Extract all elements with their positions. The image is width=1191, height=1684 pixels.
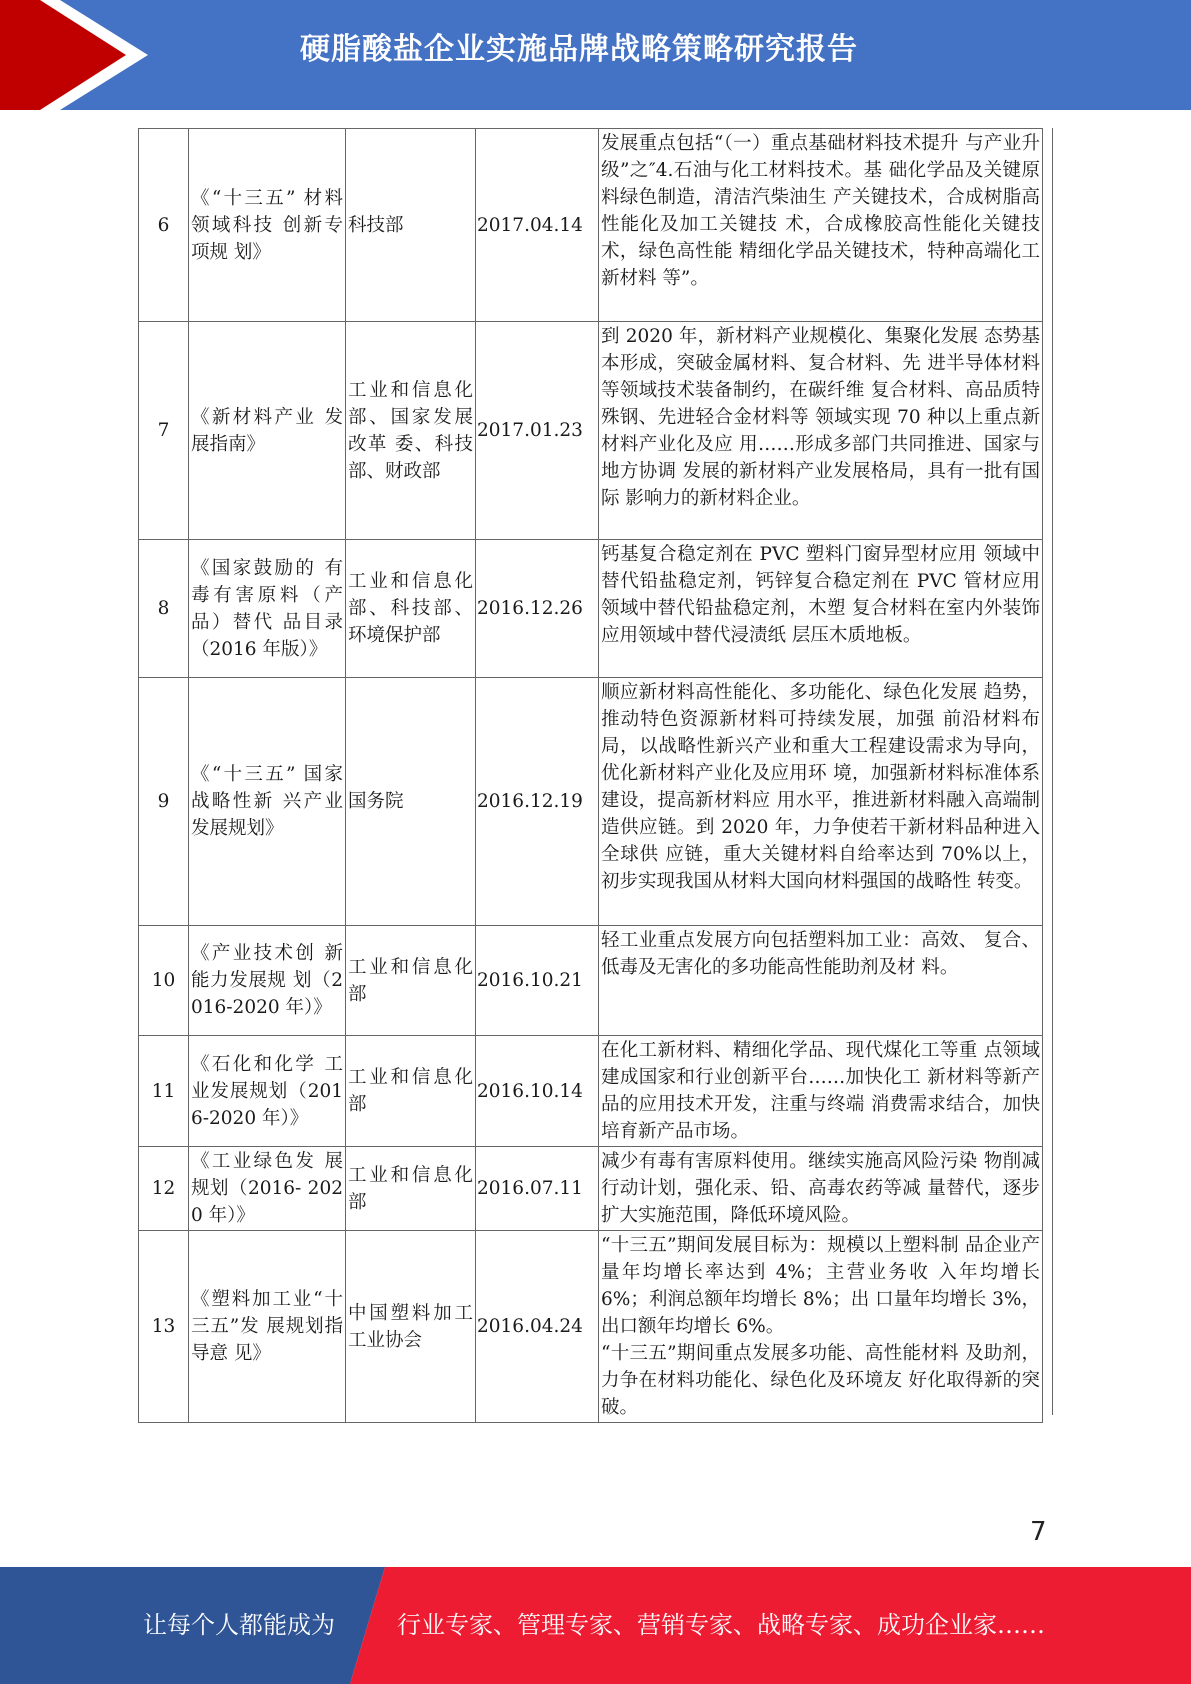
issuing-department-cell: 工业和信息化部、国家发展改革 委、科技 部、财政部 xyxy=(346,322,476,540)
footer-bar xyxy=(0,1567,1191,1684)
row-number-cell: 8 xyxy=(139,540,189,678)
policy-content-cell: 到 2020 年，新材料产业规模化、集聚化发展 态势基本形成，突破金属材料、复合材料、先 进半导体材料等领域技术装备制约，在碳纤维 复合材料、高品质特殊钢、先进轻合金材料等 领域实现 70 种以上重点新材料产业化及应 用……形成多部门共同推进、国家与地方协调 发展的新材料产业发展格局，具有一批有国际 影响力的新材料企业。 xyxy=(599,322,1043,540)
footer-slogan-right: 行业专家、管理专家、营销专家、战略专家、成功企业家…… xyxy=(397,1611,1045,1639)
table-row xyxy=(139,540,1043,678)
issue-date-cell: 2016.10.21 xyxy=(476,926,599,1036)
issuing-department-cell: 工业和信息化部 xyxy=(346,926,476,1036)
table-row xyxy=(139,129,1043,322)
row-number-cell: 7 xyxy=(139,322,189,540)
policy-name-cell: 《新材料产业 发展指南》 xyxy=(189,322,346,540)
page-number: 7 xyxy=(1030,1517,1047,1547)
policy-content-cell: 发展重点包括“（一）重点基础材料技术提升 与产业升级”之″4.石油与化工材料技术。基 础化学品及关键原料绿色制造，清洁汽柴油生 产关键技术，合成树脂高性能化及加工关键技 术，合成橡胶高性能化关键技术，绿色高性能 精细化学品关键技术，特种高端化工新材料 等”。 xyxy=(599,129,1043,322)
policy-content-cell: 轻工业重点发展方向包括塑料加工业：高效、 复合、低毒及无害化的多功能高性能助剂及材 料。 xyxy=(599,926,1043,1036)
issue-date-cell: 2016.10.14 xyxy=(476,1036,599,1147)
issuing-department-cell: 工业和信息化部 xyxy=(346,1036,476,1147)
table-row xyxy=(139,1147,1043,1231)
policy-name-cell: 《“十三五” 国家战略性新 兴产业发展规划》 xyxy=(189,678,346,926)
issue-date-cell: 2017.01.23 xyxy=(476,322,599,540)
policy-content-cell: 钙基复合稳定剂在 PVC 塑料门窗异型材应用 领域中替代铅盐稳定剂，钙锌复合稳定剂在 PVC 管材应用领域中替代铅盐稳定剂，木塑 复合材料在室内外装饰应用领域中替代浸渍纸 层压木质地板。 xyxy=(599,540,1043,678)
row-number-cell: 13 xyxy=(139,1231,189,1423)
policy-name-cell: 《塑料加工业“十三五”发 展规划指导意 见》 xyxy=(189,1231,346,1423)
table-row xyxy=(139,1231,1043,1423)
policy-name-cell: 《工业绿色发 展规划（2016- 2020 年）》 xyxy=(189,1147,346,1231)
policy-name-cell: 《“十三五” 材料领域科技 创新专项规 划》 xyxy=(189,129,346,322)
policy-content-cell: 减少有毒有害原料使用。继续实施高风险污染 物削减行动计划，强化汞、铅、高毒农药等减 量替代，逐步扩大实施范围，降低环境风险。 xyxy=(599,1147,1043,1231)
policy-name-cell: 《产业技术创 新能力发展规 划（2016-2020 年）》 xyxy=(189,926,346,1036)
header-bar xyxy=(0,0,1191,110)
row-number-cell: 6 xyxy=(139,129,189,322)
policy-content-cell: “十三五”期间发展目标为：规模以上塑料制 品企业产量年均增长率达到 4%；主营业务收 入年均增长 6%；利润总额年均增长 8%；出 口量年均增长 3%，出口额年均增长 6%。 “十三五”期间重点发展多功能、高性能材料 及助剂，力争在材料功能化、绿色化及环境友 好化取得新的突破。 xyxy=(599,1231,1043,1423)
issuing-department-cell: 科技部 xyxy=(346,129,476,322)
issuing-department-cell: 中国塑料加工工业协会 xyxy=(346,1231,476,1423)
policy-name-cell: 《石化和化学 工业发展规划（2016-2020 年）》 xyxy=(189,1036,346,1147)
policy-table-wrapper xyxy=(138,128,1043,1423)
row-number-cell: 9 xyxy=(139,678,189,926)
table-row xyxy=(139,322,1043,540)
table-row xyxy=(139,678,1043,926)
report-title: 硬脂酸盐企业实施品牌战略策略研究报告 xyxy=(300,32,858,67)
policy-name-cell: 《国家鼓励的 有毒有害原料（产品）替代 品目录（2016 年版）》 xyxy=(189,540,346,678)
policy-table-body xyxy=(139,129,1043,1423)
policy-table xyxy=(138,128,1043,1423)
row-number-cell: 11 xyxy=(139,1036,189,1147)
table-right-edge-line xyxy=(1052,128,1053,1415)
issuing-department-cell: 工业和信息化部 xyxy=(346,1147,476,1231)
policy-content-cell: 在化工新材料、精细化学品、现代煤化工等重 点领域建成国家和行业创新平台……加快化工 新材料等新产品的应用技术开发，注重与终端 消费需求结合，加快培育新产品市场。 xyxy=(599,1036,1043,1147)
issue-date-cell: 2016.07.11 xyxy=(476,1147,599,1231)
footer-slogan-left: 让每个人都能成为 xyxy=(143,1611,335,1639)
row-number-cell: 10 xyxy=(139,926,189,1036)
table-row xyxy=(139,1036,1043,1147)
issuing-department-cell: 工业和信息化部、科技部、环境保护部 xyxy=(346,540,476,678)
issue-date-cell: 2016.04.24 xyxy=(476,1231,599,1423)
table-row xyxy=(139,926,1043,1036)
issue-date-cell: 2016.12.19 xyxy=(476,678,599,926)
issue-date-cell: 2016.12.26 xyxy=(476,540,599,678)
row-number-cell: 12 xyxy=(139,1147,189,1231)
issuing-department-cell: 国务院 xyxy=(346,678,476,926)
issue-date-cell: 2017.04.14 xyxy=(476,129,599,322)
policy-content-cell: 顺应新材料高性能化、多功能化、绿色化发展 趋势，推动特色资源新材料可持续发展，加强 前沿材料布局，以战略性新兴产业和重大工程建设需求为导向，优化新材料产业化及应用环 境，加强新材料标准体系建设，提高新材料应 用水平，推进新材料融入高端制造供应链。到 2020 年，力争使若干新材料品种进入全球供 应链，重大关键材料自给率达到 70%以上， 初步实现我国从材料大国向材料强国的战略性 转变。 xyxy=(599,678,1043,926)
